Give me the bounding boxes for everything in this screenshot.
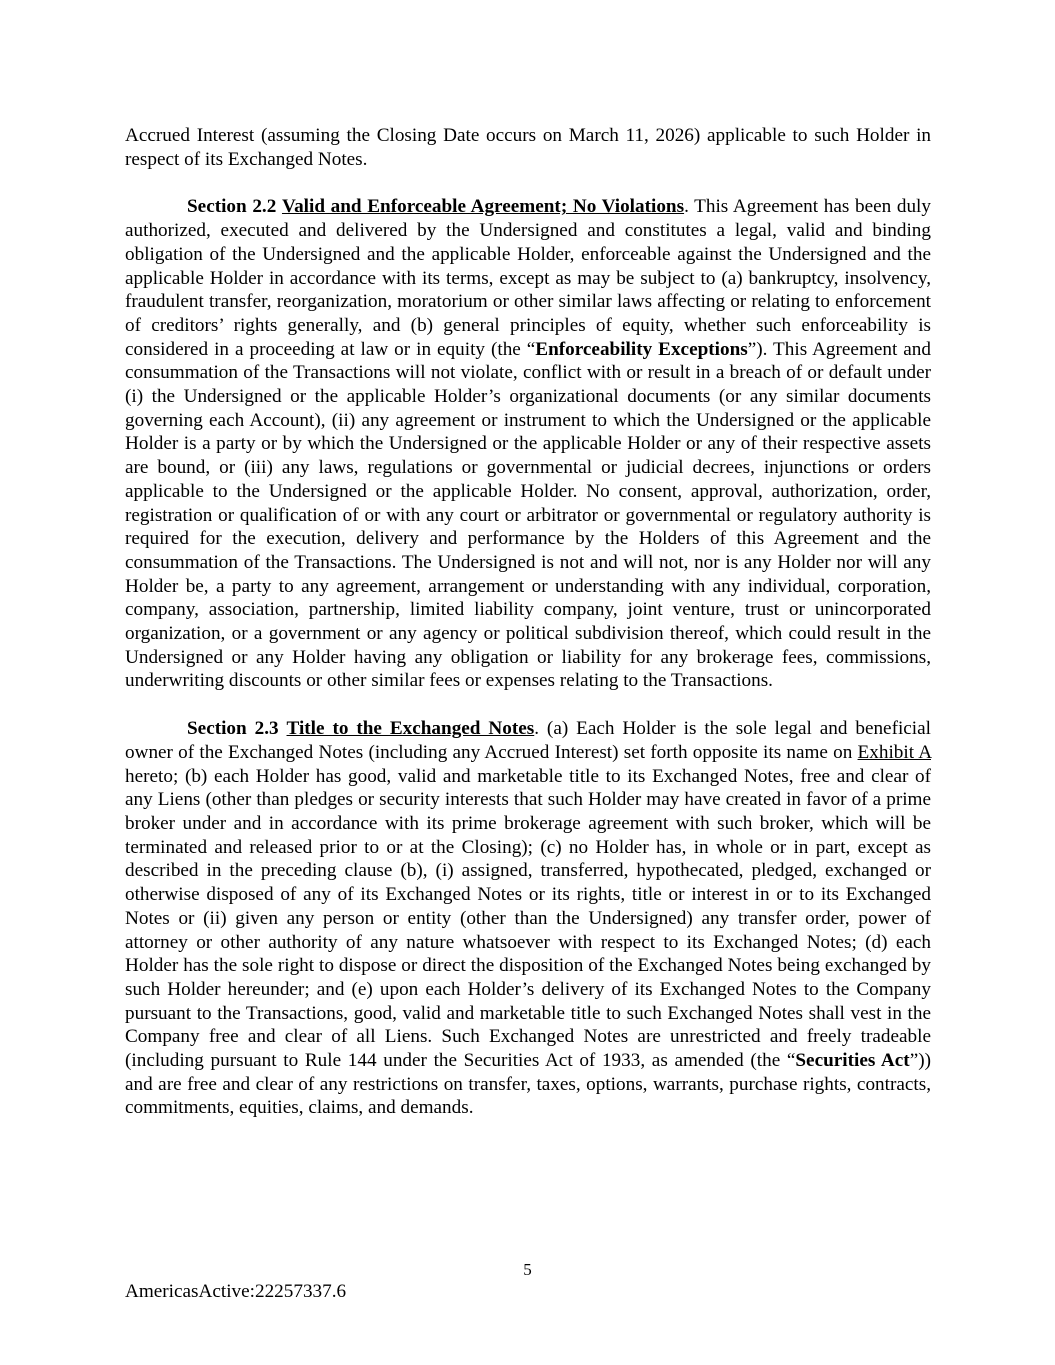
section-2-3-text-c: ”)) and are free and clear of any restrictions on transfer, taxes, options, warrants, purchase rights, contracts, commitments, equities, claims, and demands. xyxy=(125,1050,931,1119)
exhibit-a-reference: Exhibit A xyxy=(857,741,931,763)
section-2-3-label: Section 2.3 xyxy=(187,718,279,740)
section-2-2-text-b: ”). This Agreement and consummation of the Transactions will not violate, conflict with or result in a breach of or default under (i) the Undersigned or the applicable Holder’s organizational documents (or any similar documents governing each Account), (ii) any agreement or instrument to which the Undersigned or the applicable Holder is a party or by which the Undersigned or the applicable Holder or any of their respective assets are bound, or (iii) any laws, regulations or governmental or judicial decrees, injunctions or orders applicable to the Undersigned or the applicable Holder. No consent, approval, authorization, order, registration or qualification of or with any court or arbitrator or governmental or regulatory authority is required for the execution, delivery and performance by the Holders of this Agreement and the consummation of the Transactions. The Undersigned is not and will not, nor is any Holder nor will any Holder be, a party to any agreement, arrangement or understanding with any individual, corporation, company, association, partnership, limited liability company, joint venture, trust or unincorporated organization, or a government or any agency or political subdivision thereof, which could result in the Undersigned or any Holder having any obligation or liability for any brokerage fees, commissions, underwriting discounts or other similar fees or expenses relating to the Transactions. xyxy=(125,338,931,692)
document-id: AmericasActive:22257337.6 xyxy=(125,1281,347,1302)
section-2-3 xyxy=(125,717,931,1120)
section-2-2 xyxy=(125,195,931,693)
document-body xyxy=(125,124,931,1144)
page-number: 5 xyxy=(523,1260,532,1279)
section-2-3-title: Title to the Exchanged Notes xyxy=(286,718,535,740)
defined-term-securities-act: Securities Act xyxy=(795,1050,910,1072)
section-2-3-text-b: hereto; (b) each Holder has good, valid and marketable title to its Exchanged Notes, free and clear of any Liens (other than pledges or security interests that such Holder may have created in favor of a prime broker under and in accordance with its prime brokerage agreement with such broker, which will be terminated and released prior to or at the Closing); (c) no Holder has, in whole or in part, except as described in the preceding clause (b), (i) assigned, transferred, hypothecated, pledged, exchanged or otherwise disposed of any of its Exchanged Notes or its rights, title or interest in or to its Exchanged Notes or (ii) given any person or entity (other than the Undersigned) any transfer order, power of attorney or other authority of any nature whatsoever with respect to its Exchanged Notes; (d) each Holder has the sole right to dispose or direct the disposition of the Exchanged Notes being exchanged by such Holder hereunder; and (e) upon each Holder’s delivery of its Exchanged Notes to the Company pursuant to the Transactions, good, valid and marketable title to such Exchanged Notes shall vest in the Company free and clear of all Liens. Such Exchanged Notes are unrestricted and freely tradeable (including pursuant to Rule 144 under the Securities Act of 1933, as amended (the “ xyxy=(125,765,931,1072)
section-2-2-title: Valid and Enforceable Agreement; No Violations xyxy=(281,196,685,218)
section-2-2-label: Section 2.2 xyxy=(187,196,277,218)
section-2-3-text-a: . (a) Each Holder is the sole legal and beneficial owner of the Exchanged Notes (including any Accrued Interest) set forth opposite its name on xyxy=(125,718,931,763)
defined-term-enforceability-exceptions: Enforceability Exceptions xyxy=(535,338,748,360)
paragraph-accrued-interest xyxy=(125,124,931,171)
section-2-2-text-a: . This Agreement has been duly authorized, executed and delivered by the Undersigned and constitutes a legal, valid and binding obligation of the Undersigned and the applicable Holder, enforceable against the Undersigned and the applicable Holder in accordance with its terms, except as may be subject to (a) bankruptcy, insolvency, fraudulent transfer, reorganization, moratorium or other similar laws affecting or relating to enforcement of creditors’ rights generally, and (b) general principles of equity, whether such enforceability is considered in a proceeding at law or in equity (the “ xyxy=(125,196,931,360)
paragraph-text: Accrued Interest (assuming the Closing Date occurs on March 11, 2026) applicable to such Holder in respect of its Exchanged Notes. xyxy=(125,125,931,170)
